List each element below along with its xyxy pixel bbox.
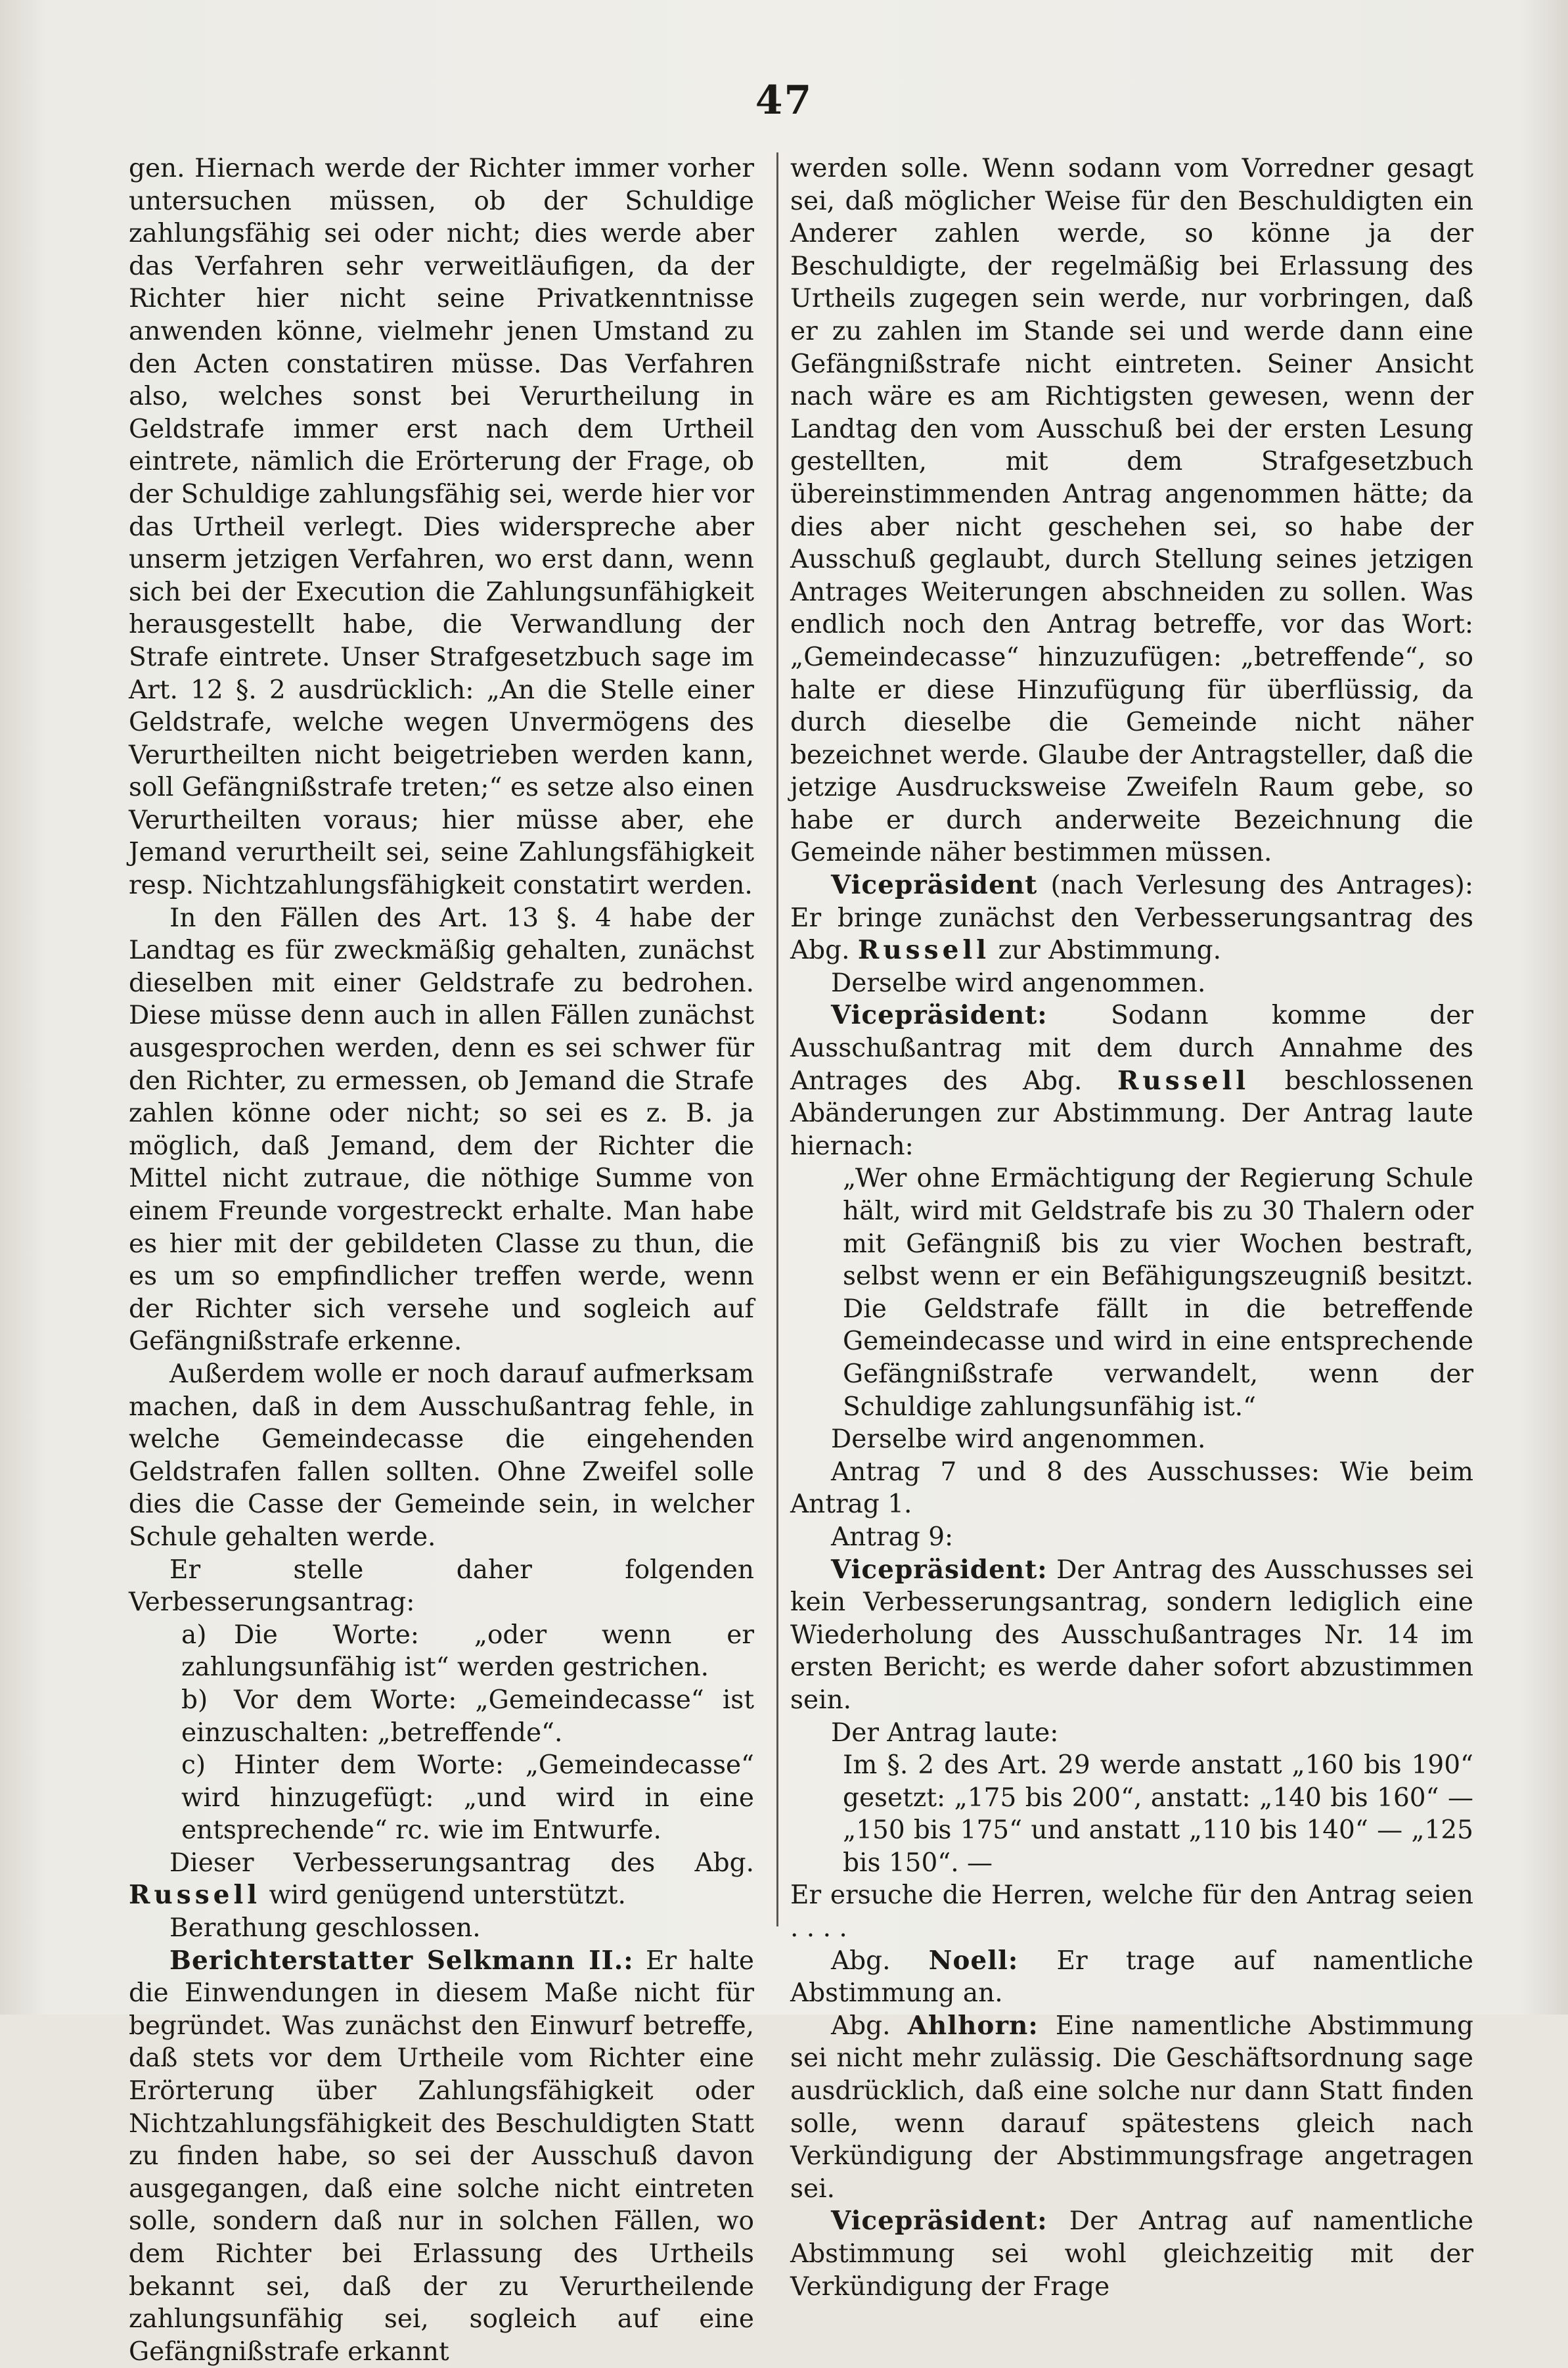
amendment-item-b <box>129 1684 754 1749</box>
amendment-text: Im §. 2 des Art. 29 werde anstatt „160 bis 190“ gesetzt: „175 bis 200“, anstatt: „140 bis 160“ — „150 bis 175“ und anstatt „110 bis 140“ — „125 bis 150“. — <box>843 1750 1473 1878</box>
item-text: Hinter dem Worte: „Gemeindecasse“ wird hinzugefügt: „und wird in eine entsprechende“ rc. wie im Entwurfe. <box>181 1750 754 1846</box>
item-label: b) <box>181 1685 208 1715</box>
text-run: Der Antrag des Ausschusses sei kein Verbesserungsantrag, sondern lediglich eine Wiederholung des Ausschußantrages Nr. 14 im ersten Bericht; es werde daher sofort abzustimmen sein. <box>790 1555 1473 1715</box>
right-column <box>790 152 1473 2302</box>
speaker-label: Vicepräsident: <box>831 1000 1048 1031</box>
speaker-label: Vicepräsident: <box>831 1554 1048 1585</box>
text-run: Sodann komme der Ausschußantrag mit dem durch Annahme des Antrages des Abg. <box>790 1001 1473 1096</box>
text-run: Der Antrag auf namentliche Abstimmung sei wohl gleichzeitig mit der Verkündigung der Frage <box>790 2206 1473 2302</box>
speaker-label: Noell: <box>928 1945 1019 1976</box>
member-name: Russell <box>857 935 991 966</box>
paragraph: Antrag 9: <box>831 1522 954 1552</box>
paragraph <box>790 1554 1473 1717</box>
paragraph: Der Antrag laute: <box>831 1718 1059 1748</box>
paragraph: werden solle. Wenn sodann vom Vorredner gesagt sei, daß möglicher Weise für den Beschuldigten ein Anderer zahlen werde, so könne ja der Beschuldigte, der regelmäßig bei Erlassung des Urtheils zugegen sein werde, nur vorbringen, daß er zu zahlen im Stande sei und werde dann eine Gefängnißstrafe nicht eintreten. Seiner Ansicht nach wäre es am Richtigsten gewesen, wenn der Landtag den vom Ausschuß bei der ersten Lesung gestellten, mit dem Strafgesetzbuch übereinstimmenden Antrag angenommen hätte; da dies aber nicht geschehen sei, so habe der Ausschuß geglaubt, durch Stellung seines jetzigen Antrages Weiterungen abschneiden zu sollen. Was endlich noch den Antrag betreffe, vor das Wort: „Gemeindecasse“ hinzuzufügen: „betreffende“, so halte er diese Hinzufügung für überflüssig, da durch dieselbe die Gemeinde nicht näher bezeichnet werde. Glaube der Antragsteller, daß die jetzige Ausdrucksweise Zweifeln Raum gebe, so habe er durch anderweite Bezeichnung die Gemeinde näher bestimmen müssen. <box>790 154 1473 868</box>
paragraph <box>790 2205 1473 2303</box>
text-run: Er halte die Einwendungen in diesem Maße nicht für begründet. Was zunächst den Einwurf betreffe, daß stets vor dem Urtheile vom Richter eine Erörterung über Zahlungsfähigkeit oder Nichtzahlungsfähigkeit des Beschuldigten Statt zu finden habe, so sei der Ausschuß davon ausgegangen, daß eine solche nicht eintreten solle, sondern daß nur in solchen Fällen, wo dem Richter bei Erlassung des Urtheils bekannt sei, daß der zu Verurtheilende zahlungsunfähig sei, sogleich auf eine Gefängnißstrafe erkannt <box>129 1946 754 2367</box>
speaker-label: Vicepräsident: <box>831 2206 1048 2237</box>
paragraph <box>790 1945 1473 2010</box>
text-run: Eine namentliche Abstimmung sei nicht mehr zulässig. Die Geschäftsordnung sage ausdrücklich, daß eine solche nur dann Statt finden solle, wenn darauf spätestens gleich nach Verkündigung der Abstimmungsfrage angetragen sei. <box>790 2011 1473 2204</box>
speaker-label: Berichterstatter Selkmann II.: <box>169 1945 634 1976</box>
amendment-item-a <box>129 1619 754 1684</box>
item-label: a) <box>181 1620 207 1650</box>
text-run: Abg. <box>831 1946 891 1976</box>
page-number: 47 <box>755 78 813 124</box>
paragraph <box>129 1945 754 2368</box>
paragraph: Derselbe wird angenommen. <box>831 1424 1206 1455</box>
paragraph: Er ersuche die Herren, welche für den Antrag seien . . . . <box>790 1880 1473 1944</box>
text-run: zur Abstimmung. <box>998 936 1221 966</box>
text-run: Abg. <box>831 2011 891 2041</box>
paragraph: Berathung geschlossen. <box>169 1913 481 1944</box>
speaker-label: Ahlhorn: <box>907 2010 1039 2041</box>
paragraph: Er stelle daher folgenden Verbesserungsantrag: <box>129 1555 754 1618</box>
member-name: Russell <box>1117 1065 1250 1096</box>
paragraph <box>790 2010 1473 2206</box>
paragraph: Antrag 7 und 8 des Ausschusses: Wie beim Antrag 1. <box>790 1457 1473 1520</box>
paragraph: Derselbe wird angenommen. <box>831 968 1206 998</box>
column-divider <box>776 152 778 1926</box>
speaker-label: Vicepräsident <box>831 870 1038 901</box>
paragraph <box>790 869 1473 967</box>
paragraph <box>129 1847 754 1912</box>
amendment-item-c <box>129 1749 754 1847</box>
item-label: c) <box>181 1750 206 1781</box>
paragraph: gen. Hiernach werde der Richter immer vorher untersuchen müssen, ob der Schuldige zahlungsfähig sei oder nicht; dies werde aber das Verfahren sehr verweitläufigen, da der Richter hier nicht seine Privatkenntnisse anwenden könne, vielmehr jenen Umstand zu den Acten constatiren müsse. Das Verfahren also, welches sonst bei Verurtheilung in Geldstrafe immer erst nach dem Urtheil eintrete, nämlich die Erörterung der Frage, ob der Schuldige zahlungsfähig sei, werde hier vor das Urtheil verlegt. Dies widerspreche aber unserm jetzigen Verfahren, wo erst dann, wenn sich bei der Execution die Zahlungsunfähigkeit herausgestellt habe, die Verwandlung der Strafe eintrete. Unser Strafgesetzbuch sage im Art. 12 §. 2 ausdrücklich: „An die Stelle einer Geldstrafe, welche wegen Unvermögens des Verurtheilten nicht beigetrieben werden kann, soll Gefängnißstrafe treten;“ es setze also einen Verurtheilten voraus; hier müsse aber, ehe Jemand verurtheilt sei, seine Zahlungsfähigkeit resp. Nichtzahlungsfähigkeit constatirt werden. <box>129 154 754 901</box>
text-run: Dieser Verbesserungsantrag des Abg. <box>169 1848 754 1878</box>
text-run: wird genügend unterstützt. <box>269 1880 626 1911</box>
member-name: Russell <box>129 1880 261 1911</box>
quoted-motion: „Wer ohne Ermächtigung der Regierung Schule hält, wird mit Geldstrafe bis zu 30 Thalern oder mit Gefängniß bis zu vier Wochen bestraft, selbst wenn er ein Befähigungszeugniß besitzt. Die Geldstrafe fällt in die betreffende Gemeindecasse und wird in eine entsprechende Gefängnißstrafe verwandelt, wenn der Schuldige zahlungsunfähig ist.“ <box>843 1164 1473 1422</box>
paragraph <box>790 999 1473 1162</box>
text-run: Er trage auf namentliche Abstimmung an. <box>790 1946 1473 2009</box>
paragraph: In den Fällen des Art. 13 §. 4 habe der Landtag es für zweckmäßig gehalten, zunächst dieselben mit einer Geldstrafe zu bedrohen. Diese müsse denn auch in allen Fällen zunächst ausgesprochen werden, denn es sei schwer für den Richter, zu ermessen, ob Jemand die Strafe zahlen könne oder nicht; so sei es z. B. ja möglich, daß Jemand, dem der Richter die Mittel nicht zutraue, die nöthige Summe von einem Freunde vorgestreckt erhalte. Man habe es hier mit der gebildeten Classe zu thun, die es um so empfindlicher treffen werde, wenn der Richter sich versehe und sogleich auf Gefängnißstrafe erkenne. <box>129 903 754 1357</box>
item-text: Die Worte: „oder wenn er zahlungsunfähig ist“ werden gestrichen. <box>181 1620 754 1683</box>
paragraph: Außerdem wolle er noch darauf aufmerksam machen, daß in dem Ausschußantrag fehle, in welche Gemeindecasse die eingehenden Geldstrafen fallen sollten. Ohne Zweifel solle dies die Casse der Gemeinde sein, in welcher Schule gehalten werde. <box>129 1359 754 1552</box>
item-text: Vor dem Worte: „Gemeindecasse“ ist einzuschalten: „betreffende“. <box>181 1685 754 1748</box>
text-run: beschlossenen Abänderungen zur Abstimmung. Der Antrag laute hiernach: <box>790 1066 1473 1161</box>
text-run: (nach Verlesung des Antrages): Er bringe zunächst den Verbesserungsantrag des Abg. <box>790 871 1473 966</box>
left-column <box>129 152 754 2367</box>
